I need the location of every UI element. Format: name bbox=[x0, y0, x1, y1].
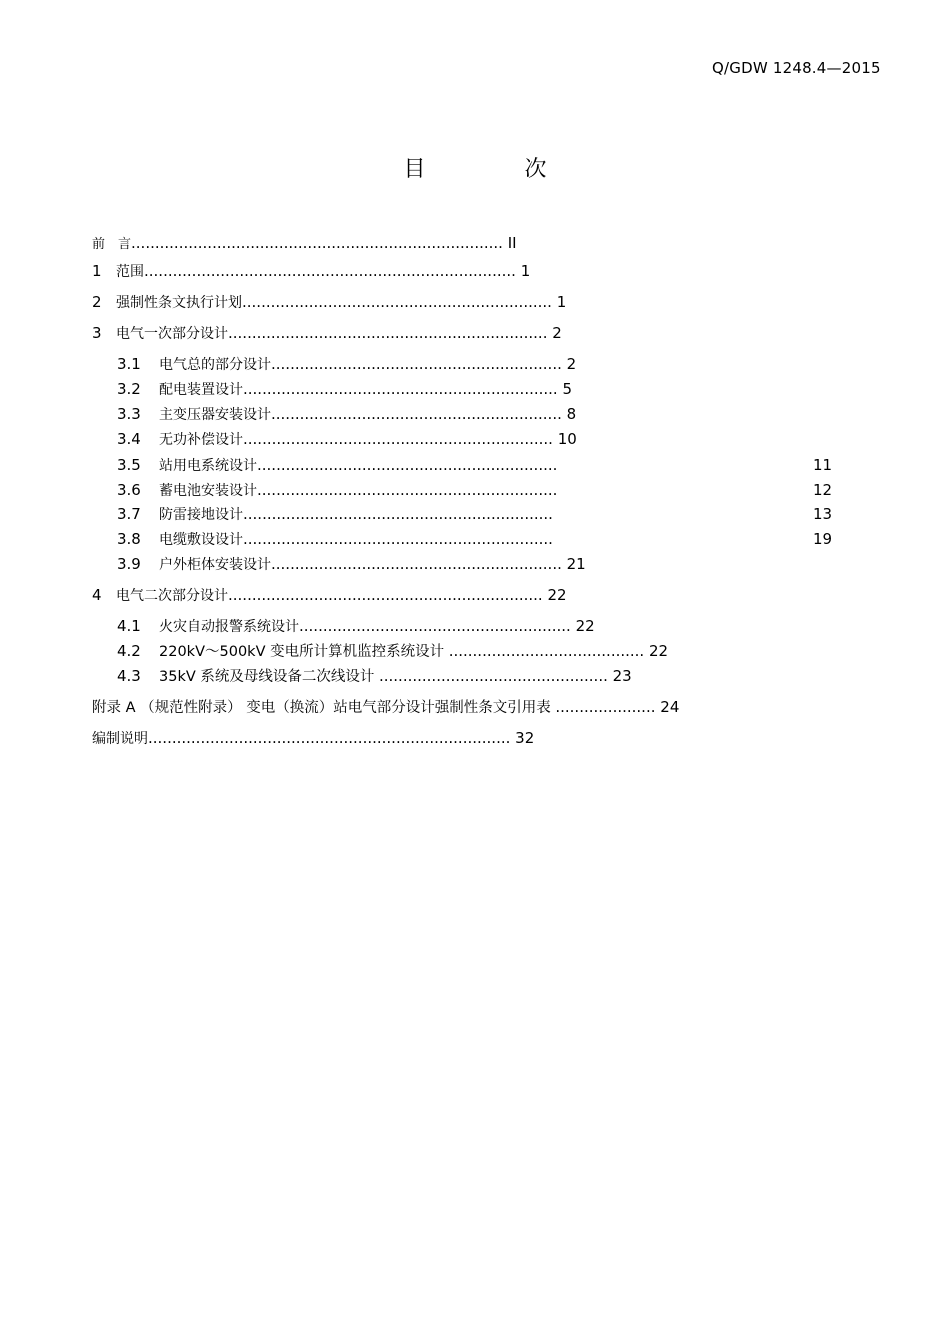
toc-entry-3[interactable] bbox=[92, 323, 562, 344]
toc-entry-label: 编制说明 bbox=[92, 731, 148, 747]
toc-entry-number: 1 bbox=[92, 262, 102, 280]
toc-entry-number: 2 bbox=[92, 293, 102, 311]
toc-entry-3-9[interactable] bbox=[117, 554, 586, 575]
toc-entry-leader: ............................................................. bbox=[271, 355, 562, 373]
toc-entry-label: 无功补偿设计 bbox=[159, 432, 243, 448]
toc-entry-label: 附录 A （规范性附录） 变电（换流）站电气部分设计强制性条文引用表 bbox=[92, 700, 556, 716]
toc-entry-label: 前 言 bbox=[92, 237, 132, 252]
toc-entry-leader: ................................................................. bbox=[243, 505, 553, 523]
toc-entry-number: 3.5 bbox=[117, 456, 141, 474]
toc-entry-2[interactable] bbox=[92, 292, 566, 313]
toc-entry-page: 22 bbox=[575, 617, 595, 635]
toc-entry-page: 12 bbox=[813, 481, 833, 499]
toc-entry-number: 3.9 bbox=[117, 555, 141, 573]
toc-entry-leader: .............................................................................. bbox=[144, 262, 516, 280]
toc-entry-leader: ............................................................................ bbox=[148, 729, 511, 747]
toc-entry-3-6[interactable] bbox=[117, 480, 557, 501]
toc-entry-page: 19 bbox=[813, 530, 833, 548]
toc-entry-leader: ............................................................... bbox=[257, 456, 558, 474]
toc-entry-3-2[interactable] bbox=[117, 379, 572, 400]
toc-entry-number: 3 bbox=[92, 324, 102, 342]
toc-entry-leader: ............................................................. bbox=[271, 405, 562, 423]
toc-entry-3-3[interactable] bbox=[117, 404, 576, 425]
toc-entry-label: 主变压器安装设计 bbox=[159, 407, 271, 423]
toc-entry-page: 1 bbox=[556, 293, 567, 311]
toc-entry-appendix-a[interactable] bbox=[92, 697, 679, 718]
toc-entry-number: 4.3 bbox=[117, 667, 141, 685]
toc-entry-4-1[interactable] bbox=[117, 616, 595, 637]
toc-entry-number: 3.8 bbox=[117, 530, 141, 548]
toc-entry-leader: ................................................................. bbox=[242, 293, 552, 311]
toc-entry-leader: ......................................... bbox=[448, 642, 645, 660]
toc-entry-leader: ..................... bbox=[555, 698, 656, 716]
toc-entry-leader: ............................................................. bbox=[271, 555, 562, 573]
toc-entry-label: 电气总的部分设计 bbox=[159, 357, 271, 373]
toc-entry-leader: .................................................................. bbox=[228, 586, 543, 604]
toc-entry-leader: ................................................................... bbox=[228, 324, 548, 342]
toc-entry-4-2[interactable] bbox=[117, 641, 668, 662]
toc-entry-label: 配电装置设计 bbox=[159, 382, 243, 398]
toc-entry-page: 5 bbox=[562, 380, 573, 398]
toc-entry-number: 4 bbox=[92, 586, 102, 604]
toc-entry-label: 电气一次部分设计 bbox=[116, 326, 228, 342]
toc-entry-3-5[interactable] bbox=[117, 455, 557, 476]
toc-entry-3-4[interactable] bbox=[117, 429, 577, 450]
toc-entry-page: 13 bbox=[813, 505, 833, 523]
toc-entry-4[interactable] bbox=[92, 585, 567, 606]
toc-entry-leader: ......................................................... bbox=[299, 617, 571, 635]
toc-entry-3-1[interactable] bbox=[117, 354, 576, 375]
toc-entry-number: 3.2 bbox=[117, 380, 141, 398]
toc-entry-leader: .................................................................. bbox=[243, 380, 558, 398]
page-title: 目 次 bbox=[403, 157, 593, 182]
toc-entry-page: II bbox=[507, 234, 517, 252]
toc-entry-number: 4.2 bbox=[117, 642, 141, 660]
standard-code: Q/GDW 1248.4—2015 bbox=[712, 59, 881, 77]
toc-entry-label: 电气二次部分设计 bbox=[116, 588, 228, 604]
toc-entry-page: 1 bbox=[520, 262, 531, 280]
toc-entry-explanation[interactable] bbox=[92, 728, 534, 749]
toc-entry-page: 23 bbox=[612, 667, 632, 685]
toc-entry-page: 22 bbox=[648, 642, 669, 660]
toc-entry-page: 21 bbox=[566, 555, 586, 573]
toc-entry-label: 户外柜体安装设计 bbox=[159, 557, 271, 573]
toc-entry-page: 8 bbox=[566, 405, 577, 423]
toc-entry-4-3[interactable] bbox=[117, 666, 632, 687]
toc-entry-3-8[interactable] bbox=[117, 529, 553, 550]
toc-entry-label: 35kV 系统及母线设备二次线设计 bbox=[159, 669, 379, 685]
toc-entry-label: 防雷接地设计 bbox=[159, 507, 243, 523]
toc-entry-number: 3.4 bbox=[117, 430, 141, 448]
toc-entry-page: 24 bbox=[660, 698, 680, 716]
toc-entry-preface[interactable] bbox=[92, 233, 517, 255]
toc-entry-3-7[interactable] bbox=[117, 504, 553, 525]
toc-entry-number: 4.1 bbox=[117, 617, 141, 635]
toc-entry-leader: ............................................................... bbox=[257, 481, 558, 499]
toc-entry-number: 3.7 bbox=[117, 505, 141, 523]
toc-entry-page: 22 bbox=[547, 586, 567, 604]
toc-entry-number: 3.6 bbox=[117, 481, 141, 499]
toc-entry-number: 3.3 bbox=[117, 405, 141, 423]
toc-entry-page: 10 bbox=[557, 430, 577, 448]
toc-entry-number: 3.1 bbox=[117, 355, 141, 373]
toc-entry-page: 32 bbox=[515, 729, 535, 747]
toc-entry-leader: ................................................................. bbox=[243, 430, 553, 448]
toc-entry-1[interactable] bbox=[92, 261, 530, 282]
toc-entry-leader: ................................................................. bbox=[243, 530, 553, 548]
toc-entry-page: 2 bbox=[552, 324, 562, 342]
toc-entry-label: 强制性条文执行计划 bbox=[116, 295, 242, 311]
toc-entry-label: 蓄电池安装设计 bbox=[159, 483, 257, 499]
toc-entry-leader: ................................................ bbox=[378, 667, 608, 685]
toc-entry-label: 电缆敷设设计 bbox=[159, 532, 243, 548]
toc-entry-leader: .............................................................................. bbox=[131, 234, 503, 252]
toc-entry-label: 火灾自动报警系统设计 bbox=[159, 619, 299, 635]
toc-entry-label: 站用电系统设计 bbox=[159, 458, 257, 474]
toc-entry-page: 11 bbox=[813, 456, 833, 474]
toc-entry-page: 2 bbox=[566, 355, 577, 373]
toc-entry-label: 220kV～500kV 变电所计算机监控系统设计 bbox=[159, 644, 449, 660]
toc-entry-label: 范围 bbox=[116, 264, 144, 280]
